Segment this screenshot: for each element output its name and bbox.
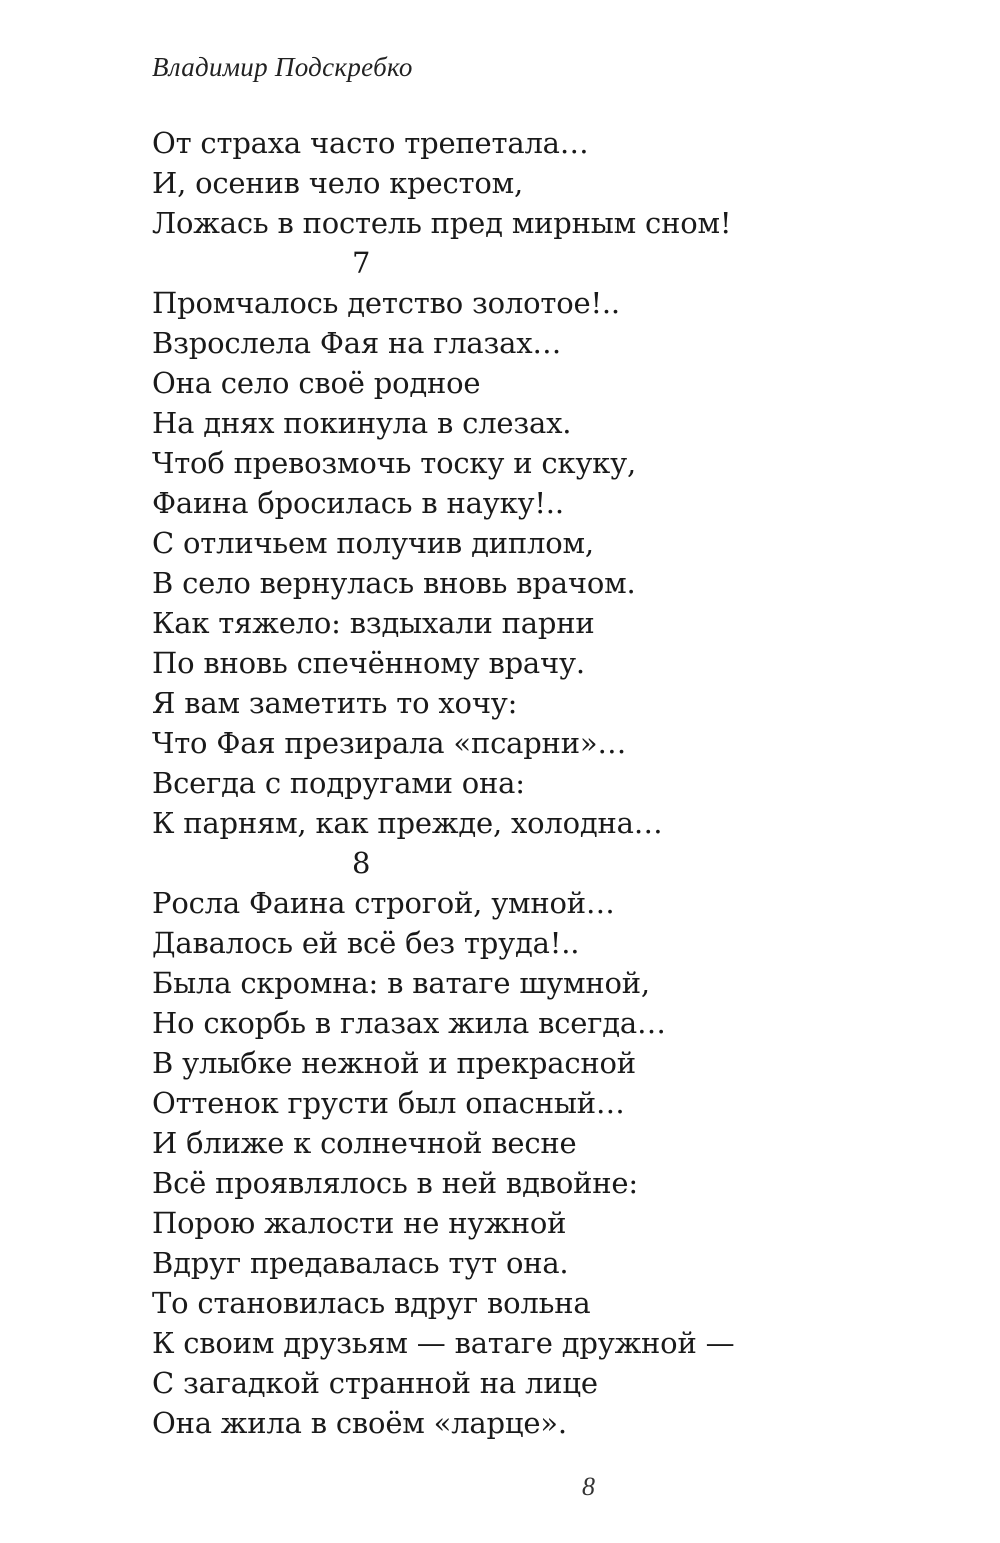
poem-line: От страха часто трепетала… [152, 126, 589, 160]
poem-line: Оттенок грусти был опасный… [152, 1086, 625, 1120]
poem-line: Взрослела Фая на глазах… [152, 326, 562, 360]
poem-line: Всегда с подругами она: [152, 766, 525, 800]
poem-line: Промчалось детство золотое!.. [152, 286, 620, 320]
poem-line: Чтоб превозмочь тоску и скуку, [152, 446, 636, 480]
poem-line: Порою жалости не нужной [152, 1206, 567, 1240]
poem-line: Я вам заметить то хочу: [152, 686, 518, 720]
poem-line: Что Фая презирала «псарни»… [152, 726, 627, 760]
poem-line: С отличьем получив диплом, [152, 526, 594, 560]
poem-line: В улыбке нежной и прекрасной [152, 1046, 636, 1080]
stanza-number: 8 [352, 846, 371, 880]
stanza-number: 7 [352, 246, 371, 280]
poem-line: На днях покинула в слезах. [152, 406, 572, 440]
poem-line: К своим друзьям — ватаге дружной — [152, 1326, 735, 1360]
poem-line: Она жила в своём «ларце». [152, 1406, 567, 1440]
poem-line: Росла Фаина строгой, умной… [152, 886, 615, 920]
poem-line: И, осенив чело крестом, [152, 166, 523, 200]
poem-line: Была скромна: в ватаге шумной, [152, 966, 650, 1000]
poem-line: И ближе к солнечной весне [152, 1126, 577, 1160]
poem-line: Всё проявлялось в ней вдвойне: [152, 1166, 638, 1200]
poem-line: Фаина бросилась в науку!.. [152, 486, 564, 520]
page-number: 8 [582, 1472, 595, 1501]
poem-line: К парням, как прежде, холодна… [152, 806, 663, 840]
poem-line: То становилась вдруг вольна [152, 1286, 591, 1320]
running-head: Владимир Подскребко [152, 52, 413, 82]
poem-line: Но скорбь в глазах жила всегда… [152, 1006, 666, 1040]
poem-line: Ложась в постель пред мирным сном! [152, 206, 732, 240]
poem-line: По вновь спечённому врачу. [152, 646, 585, 680]
poem-line: Давалось ей всё без труда!.. [152, 926, 580, 960]
poem-text [152, 123, 852, 1443]
poem-line: Она село своё родное [152, 366, 481, 400]
poem-line: Вдруг предавалась тут она. [152, 1246, 569, 1280]
poem-line: В село вернулась вновь врачом. [152, 566, 636, 600]
poem-line: Как тяжело: вздыхали парни [152, 606, 595, 640]
poem-line: С загадкой странной на лице [152, 1366, 598, 1400]
